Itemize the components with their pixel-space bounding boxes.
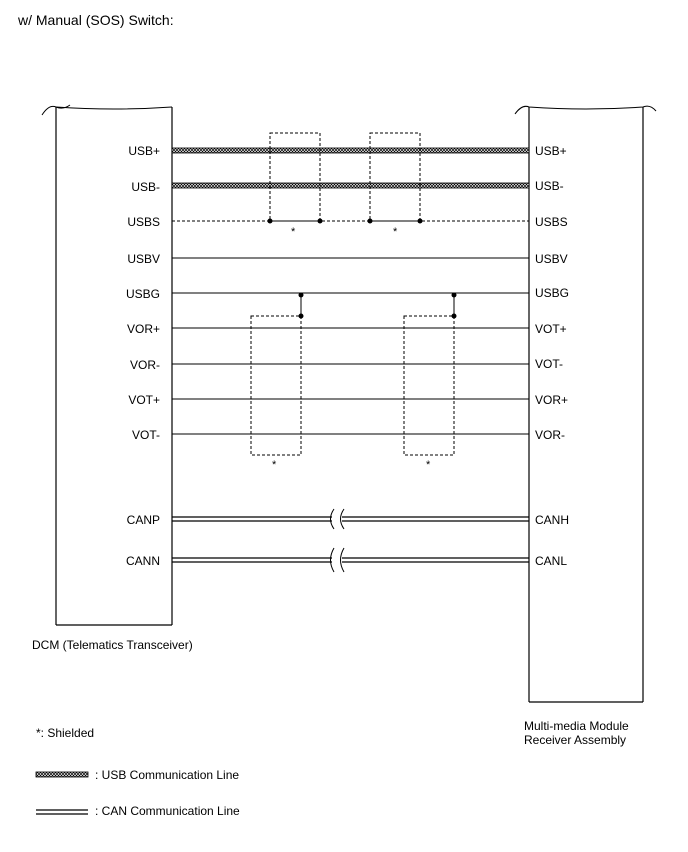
wire-can-2 [172, 548, 529, 572]
diagram-title: w/ Manual (SOS) Switch: [18, 12, 174, 28]
right-pin-vor-minus: VOR- [535, 428, 565, 442]
left-pin-vor-plus: VOR+ [126, 322, 160, 336]
legend-can-label: : CAN Communication Line [95, 804, 240, 818]
left-pin-usb-minus: USB- [131, 180, 160, 194]
right-component-label-line1: Multi-media Module [524, 719, 629, 733]
shield-mark-1: * [291, 226, 296, 238]
usb-shield-right [368, 133, 423, 224]
wire-usb-plus [172, 148, 529, 153]
legend-usb-label: : USB Communication Line [95, 768, 240, 782]
left-pin-usbg: USBG [125, 287, 160, 301]
audio-shield-right [404, 293, 457, 456]
left-pin-vot-minus: VOT- [131, 428, 160, 442]
legend-usb-swatch [36, 772, 88, 777]
right-pin-usbs: USBS [535, 215, 568, 229]
right-pin-usb-minus: USB- [535, 179, 564, 193]
right-pin-vot-minus: VOT- [535, 357, 564, 371]
left-pin-canp: CANP [126, 513, 160, 527]
wire-usb-minus [172, 183, 529, 188]
left-pin-cann: CANN [125, 554, 160, 568]
wire-can-1 [172, 509, 529, 529]
shield-mark-3: * [272, 459, 277, 471]
shield-mark-4: * [426, 459, 431, 471]
left-pin-usbs: USBS [127, 215, 160, 229]
left-component-label: DCM (Telematics Transceiver) [32, 638, 193, 652]
usb-shield-left [268, 133, 323, 224]
right-pin-vor-plus: VOR+ [535, 393, 569, 407]
left-pin-usbv: USBV [127, 252, 160, 266]
left-pin-vor-minus: VOR- [130, 358, 160, 372]
shield-mark-2: * [393, 226, 398, 238]
right-pin-vot-plus: VOT+ [535, 322, 567, 336]
legend-can-swatch [36, 810, 88, 814]
right-pin-canh: CANH [535, 513, 570, 527]
audio-shield-left [251, 293, 304, 456]
right-pin-usb-plus: USB+ [535, 144, 567, 158]
left-pin-vot-plus: VOT+ [128, 393, 160, 407]
right-pin-canl: CANL [535, 554, 568, 568]
right-pin-usbg: USBG [535, 286, 570, 300]
right-pin-usbv: USBV [535, 252, 568, 266]
right-component-label-line2: Receiver Assembly [524, 733, 627, 747]
legend-shielded: *: Shielded [36, 726, 95, 740]
left-pin-usb-plus: USB+ [128, 144, 160, 158]
